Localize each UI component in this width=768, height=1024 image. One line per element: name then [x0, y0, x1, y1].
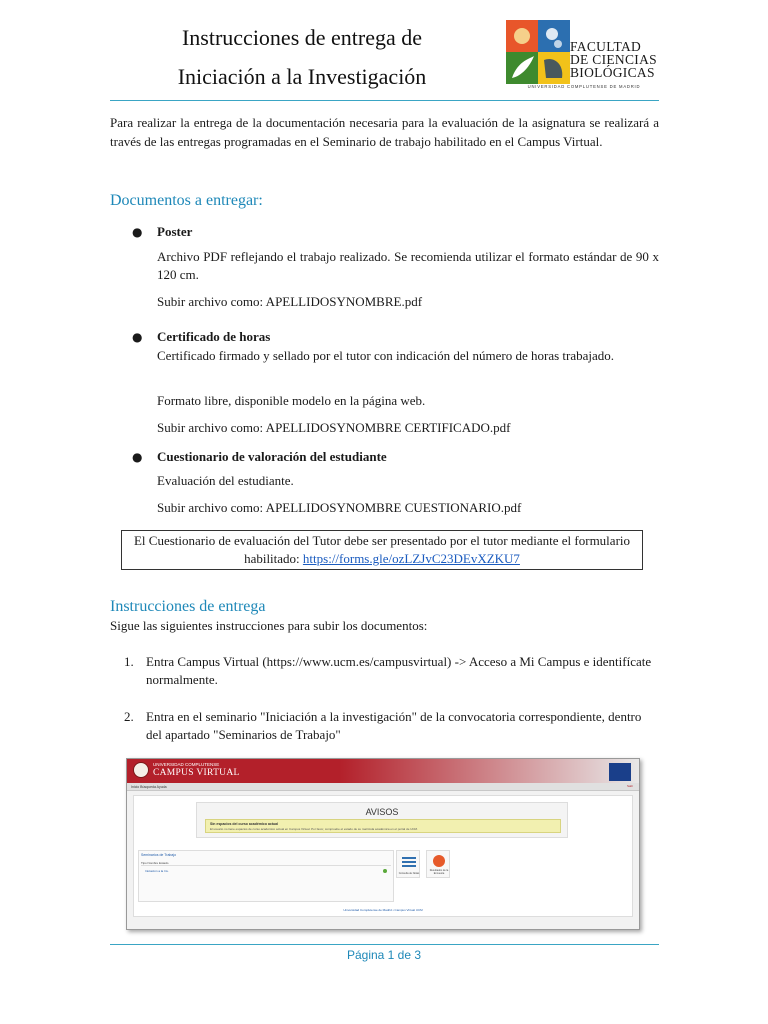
documents-heading: Documentos a entregar: [110, 192, 263, 209]
document-title [112, 18, 492, 96]
faculty-logo-text [570, 40, 657, 79]
step-number: 1. [124, 654, 134, 669]
item-title-poster: Poster [157, 224, 193, 239]
cv-seminar-link: Iniciación a la Inv. [145, 869, 169, 873]
item-text: Archivo PDF reflejando el trabajo realizado. Se recomienda utilizar el formato estándar de 90 x 120 cm. [157, 249, 659, 282]
step-text: Entra Campus Virtual (https://www.ucm.es/campusvirtual) -> Acceso a Mi Campus e identifícate normalmente. [146, 654, 652, 687]
logo-line-2: DE CIENCIAS [570, 52, 657, 67]
cv-notice [205, 819, 561, 833]
item-text: Subir archivo como: APELLIDOSYNOMBRE.pdf [157, 294, 423, 309]
status-dot-icon [383, 869, 387, 873]
logo-line-1: FACULTAD [570, 39, 642, 54]
instructions-heading: Instrucciones de entrega [110, 598, 266, 615]
item-text: Formato libre, disponible modelo en la página web. [157, 393, 426, 408]
cv-panel-header: Tipo Nombre Estado [141, 861, 391, 866]
cv-nav: Inicio Búsqueda Ayuda [127, 783, 639, 791]
cv-avisos-box [196, 802, 568, 838]
item-title-cuestionario: Cuestionario de valoración del estudiante [157, 449, 387, 464]
faculty-logo [506, 20, 662, 90]
logo-line-3: BIOLÓGICAS [570, 65, 655, 80]
step-number: 2. [124, 709, 134, 724]
cv-university: UNIVERSIDAD COMPLUTENSE [153, 762, 220, 767]
cv-panel-title: Seminarios de Trabajo [141, 853, 177, 857]
tutor-note-text: El Cuestionario de evaluación del Tutor debe ser presentado por el tutor mediante el formulario habilitado: [133, 533, 631, 566]
ucm-seal-icon [133, 762, 149, 778]
cv-notice-text: El usuario no tiene espacios de curso académico actual en Campus Virtual. Por favor, compruebe el estado de su matrícula académica en el portal de UCM. [210, 827, 418, 831]
cv-footer: Universidad Complutense de Madrid • Campus Virtual UCM [343, 908, 423, 912]
cv-brand: CAMPUS VIRTUAL [153, 768, 240, 778]
cv-logout: Salir [626, 784, 633, 788]
cv-main [133, 795, 633, 917]
instructions-subtitle: Sigue las siguientes instrucciones para subir los documentos: [110, 618, 428, 633]
bullet-icon: ● [132, 330, 143, 344]
step-text: Entra en el seminario "Iniciación a la investigación" de la convocatoria correspondiente, dentro del apartado "Seminarios de Trabajo" [146, 709, 642, 742]
survey-icon [433, 855, 445, 867]
intro-paragraph: Para realizar la entrega de la documentación necesaria para la evaluación de la asignatura se realizará a través de las entregas programadas en el Seminario de trabajo habilitado en el Campus Virtual. [110, 115, 659, 149]
logo-university: UNIVERSIDAD COMPLUTENSE DE MADRID [527, 84, 641, 89]
faculty-logo-icon [506, 20, 570, 84]
item-title-certificado: Certificado de horas [157, 329, 271, 344]
cv-tile-label: Consulta de Notas [398, 872, 420, 875]
cv-notice-title: Sin espacios del curso académico actual [210, 822, 279, 826]
cv-tile-label: Resultados de la Encuesta [429, 869, 449, 875]
bullet-icon: ● [132, 225, 143, 239]
tutor-note-box [121, 530, 643, 570]
cv-seminarios-panel [138, 850, 394, 902]
bullet-icon: ● [132, 450, 143, 464]
cv-corner-logo [609, 763, 631, 781]
header-divider [110, 100, 659, 101]
title-line-2: Iniciación a la Investigación [177, 64, 427, 89]
footer-divider [110, 944, 659, 945]
tutor-form-link[interactable]: https://forms.gle/ozLZJvC23DEvXZKU7 [302, 551, 520, 566]
item-text: Subir archivo como: APELLIDOSYNOMBRE CERTIFICADO.pdf [157, 420, 511, 435]
title-line-1: Instrucciones de entrega de [181, 25, 423, 50]
cv-avisos-title: AVISOS [365, 807, 399, 817]
page-number: Página 1 de 3 [346, 948, 422, 962]
list-icon [402, 857, 416, 859]
item-text: Evaluación del estudiante. [157, 473, 294, 488]
item-text: Subir archivo como: APELLIDOSYNOMBRE CUESTIONARIO.pdf [157, 500, 522, 515]
item-text: Certificado firmado y sellado por el tutor con indicación del número de horas trabajado. [157, 348, 615, 363]
cv-tile-encuesta [426, 850, 450, 878]
campus-virtual-screenshot [126, 758, 640, 930]
cv-tile-notas [396, 850, 420, 878]
